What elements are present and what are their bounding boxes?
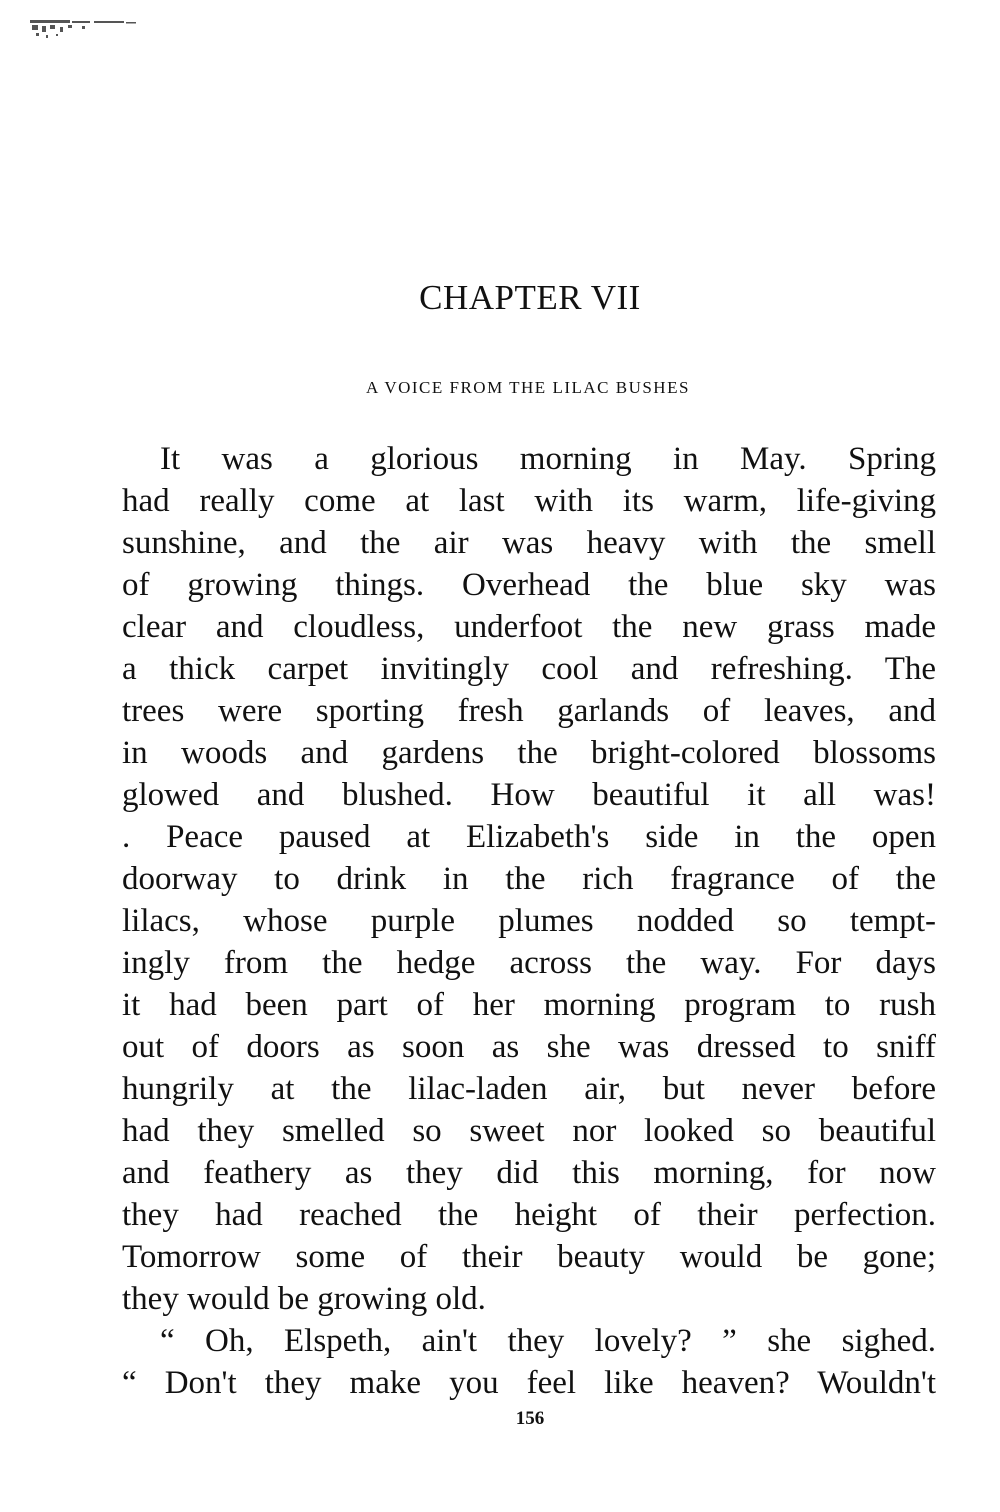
text-line: a thick carpet invitingly cool and refreshing. The	[122, 651, 936, 687]
text-line: had really come at last with its warm, life-giving	[122, 483, 936, 519]
text-line: trees were sporting fresh garlands of leaves, and	[122, 693, 936, 729]
text-line: It was a glorious morning in May. Spring	[160, 441, 936, 477]
text-line: they would be growing old.	[122, 1281, 486, 1317]
chapter-body-text	[122, 438, 936, 1404]
text-line: lilacs, whose purple plumes nodded so tempt-	[122, 903, 936, 939]
text-line: clear and cloudless, underfoot the new grass made	[122, 609, 936, 645]
scan-noise-mark	[22, 16, 142, 42]
text-line: “ Oh, Elspeth, ain't they lovely? ” she sighed.	[160, 1323, 936, 1359]
text-line: and feathery as they did this morning, for now	[122, 1155, 936, 1191]
text-line: they had reached the height of their perfection.	[122, 1197, 936, 1233]
page-number: 156	[515, 1408, 545, 1429]
text-line: of growing things. Overhead the blue sky was	[122, 567, 936, 603]
text-line: Tomorrow some of their beauty would be gone;	[122, 1239, 936, 1275]
text-line: hungrily at the lilac-laden air, but never before	[122, 1071, 936, 1107]
chapter-title: CHAPTER VII	[419, 278, 641, 317]
text-line: ingly from the hedge across the way. For days	[122, 945, 936, 981]
text-line: in woods and gardens the bright-colored blossoms	[122, 735, 936, 771]
text-line: it had been part of her morning program to rush	[122, 987, 936, 1023]
text-line: sunshine, and the air was heavy with the smell	[122, 525, 936, 561]
text-line: . Peace paused at Elizabeth's side in the open	[122, 819, 936, 855]
text-line: glowed and blushed. How beautiful it all was!	[122, 777, 936, 813]
text-line: “ Don't they make you feel like heaven? Wouldn't	[122, 1365, 936, 1401]
text-line: out of doors as soon as she was dressed to sniff	[122, 1029, 936, 1065]
chapter-subtitle: A VOICE FROM THE LILAC BUSHES	[366, 378, 690, 397]
text-line: doorway to drink in the rich fragrance of the	[122, 861, 936, 897]
text-line: had they smelled so sweet nor looked so beautiful	[122, 1113, 936, 1149]
